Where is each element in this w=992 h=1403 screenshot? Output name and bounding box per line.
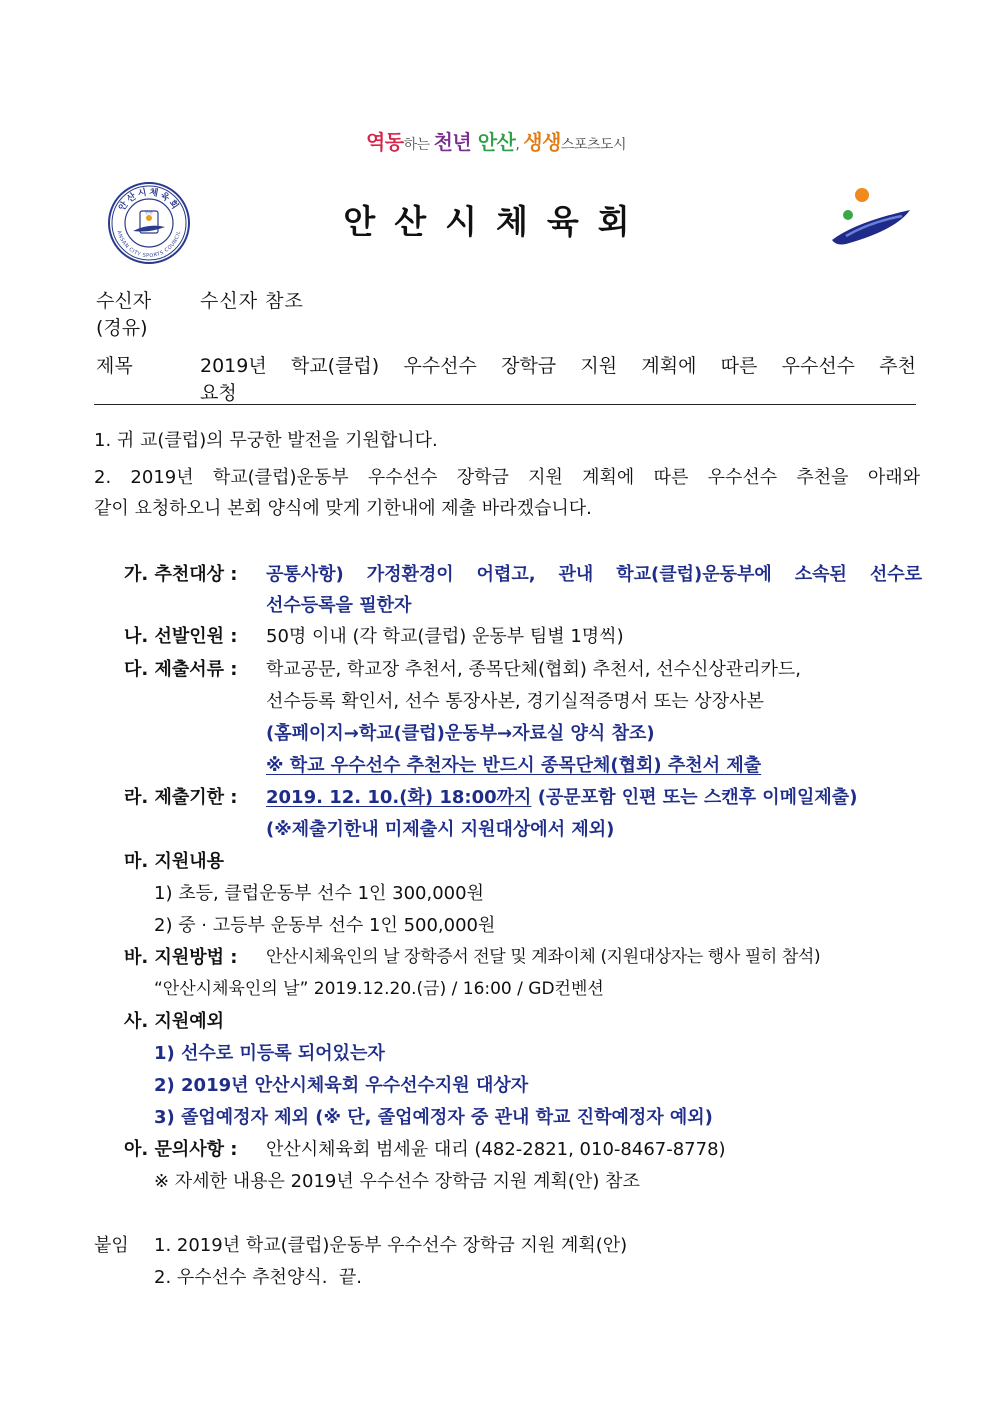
subject-label: 제목 [96,355,133,377]
item-sa-2: 2) 2019년 안산시체육회 우수선수지원 대상자 [154,1075,529,1096]
org-title: 안산시체육회 [343,202,649,241]
item-ba-value: 안산시체육인의 날 장학증서 전달 및 계좌이체 (지원대상자는 행사 필히 참석) [266,947,821,967]
via-label: (경유) [96,317,148,339]
slogan-part: 하는 [403,137,434,153]
city-logo-icon [826,186,912,248]
item-da-line1: 학교공문, 학교장 추천서, 종목단체(협회) 추천서, 선수신상관리카드, [266,659,802,680]
svg-text:ANSAN CITY SPORTS COUNCIL: ANSAN CITY SPORTS COUNCIL [115,230,183,260]
subject-line2: 요청 [200,382,237,404]
subject-line1: 2019년 학교(클럽) 우수선수 장학금 지원 계획에 따른 우수선수 추천 [200,355,916,377]
item-a-value: 안산시체육회 범세윤 대리 (482-2821, 010-8467-8778) [266,1139,726,1160]
attachment-item-2: 2. 우수선수 추천양식. 끝. [154,1267,362,1288]
deadline-date: 2019. 12. 10.(화) 18:00까지 [266,787,532,808]
deadline-note: (공문포함 인편 또는 스캔후 이메일제출) [531,787,858,808]
paragraph-1: 1. 귀 교(클럽)의 무궁한 발전을 기원합니다. [94,430,438,451]
paragraph-2-line1: 2. 2019년 학교(클럽)운동부 우수선수 장학금 지원 계획에 따른 우수선수 추천을 아래와 [94,467,920,488]
slogan-part: , [515,137,524,153]
item-ga-line1: 공통사항) 가정환경이 어렵고, 관내 학교(클럽)운동부에 소속된 선수로 [266,564,922,585]
slogan-part: 천년 [433,130,472,154]
item-da-line4: ※ 학교 우수선수 추천자는 반드시 종목단체(협회) 추천서 제출 [266,755,762,776]
item-ra-line2: (※제출기한내 미제출시 지원대상에서 제외) [266,819,615,840]
item-sa-label: 사. 지원예외 [124,1011,225,1032]
attachment-label: 붙임 [94,1235,129,1256]
recipient-label: 수신자 [96,290,152,312]
attachment-item-1: 1. 2019년 학교(클럽)운동부 우수선수 장학금 지원 계획(안) [154,1235,628,1256]
item-a-label: 아. 문의사항 : [124,1139,238,1160]
item-ba-line2: “안산시체육인의 날” 2019.12.20.(금) / 16:00 / GD컨벤션 [154,979,604,999]
item-ma-2: 2) 중 · 고등부 운동부 선수 1인 500,000원 [154,915,496,936]
recipient-value: 수신자 참조 [200,290,304,312]
slogan-part: 스포츠도시 [560,137,627,153]
item-ga-line2: 선수등록을 필한자 [266,595,412,616]
svg-text:안산: 안산 [145,210,153,215]
item-na-label: 나. 선발인원 : [124,626,238,647]
item-ma-1: 1) 초등, 클럽운동부 선수 1인 300,000원 [154,883,484,904]
slogan [0,126,992,155]
item-ra-label: 라. 제출기한 : [124,787,238,808]
header-divider [94,404,916,405]
item-sa-3: 3) 졸업예정자 제외 (※ 단, 졸업예정자 중 관내 학교 진학예정자 예외) [154,1107,713,1128]
slogan-part: 역동 [365,130,404,154]
item-ga-label: 가. 추천대상 : [124,564,238,585]
slogan-part: 생생 [523,130,561,154]
item-ra-value [266,782,857,813]
paragraph-2-line2: 같이 요청하오니 본회 양식에 맞게 기한내에 제출 바라겠습니다. [94,498,592,519]
item-ba-label: 바. 지원방법 : [124,947,238,968]
item-da-label: 다. 제출서류 : [124,659,238,680]
item-na-value: 50명 이내 (각 학교(클럽) 운동부 팀별 1명씩) [266,626,624,647]
item-da-line2: 선수등록 확인서, 선수 통장사본, 경기실적증명서 또는 상장사본 [266,691,764,712]
item-sa-1: 1) 선수로 미등록 되어있는자 [154,1043,385,1064]
item-ma-label: 마. 지원내용 [124,851,225,872]
slogan-part: 안산 [471,130,516,154]
svg-text:안산시체육회: 안산시체육회 [117,187,181,213]
item-a-note: ※ 자세한 내용은 2019년 우수선수 장학금 지원 계획(안) 참조 [154,1171,640,1192]
item-da-line3: (홈페이지→학교(클럽)운동부→자료실 양식 참조) [266,723,655,744]
